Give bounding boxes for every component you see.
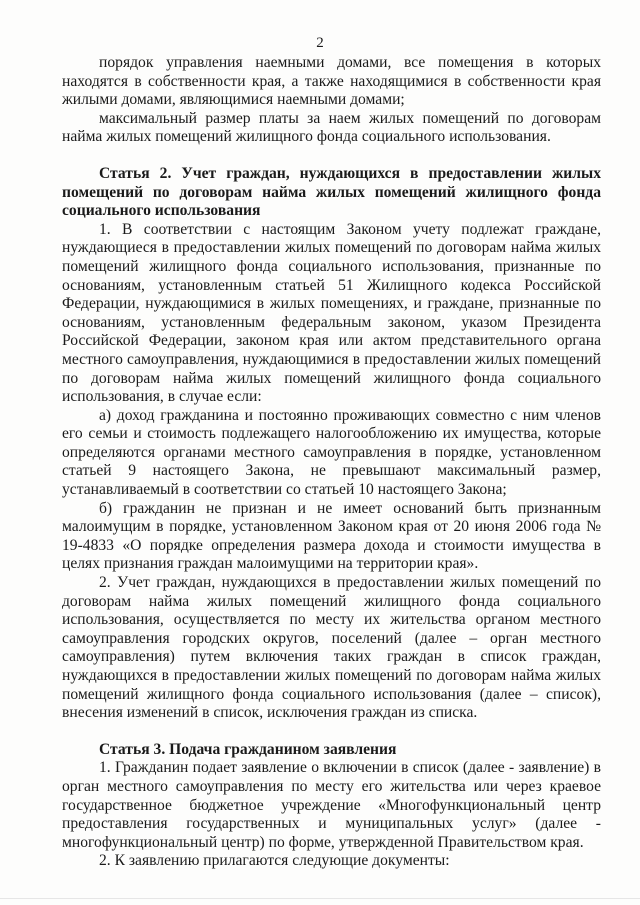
article-2-paragraph-2: 2. Учет граждан, нуждающихся в предоставлении жилых помещений по договорам найма жилых помещений жилищного фонда социального использования, осуществляется по месту их жительства органом местного самоуправления городских округов, поселений (далее – орган местного самоуправления) путем включения таких граждан в список граждан, нуждающихся в предоставлении жилых помещений по договорам найма жилых помещений жилищного фонда социального использования (далее – список), внесения изменений в список, исключения граждан из списка. [62,574,601,722]
intro-paragraph-1: порядок управления наемными домами, все помещения в которых находятся в собственности края, а также находящимися в собственности края жилыми домами, являющимися наемными домами; [62,54,601,109]
article-2-item-b: б) гражданин не признан и не имеет оснований быть признанным малоимущим в порядке, установленном Законом края от 20 июня 2006 года № 19-4833 «О порядке определения размера дохода и стоимости имущества в целях признания граждан малоимущими на территории края». [62,499,601,573]
document-body [62,54,601,871]
article-3-paragraph-2: 2. К заявлению прилагаются следующие документы: [99,852,450,870]
article-2-title: Статья 2. Учет граждан, нуждающихся в предоставлении жилых помещений по договорам найма жилых помещений жилищного фонда социального использования [62,164,601,220]
article-2-item-a: а) доход гражданина и постоянно проживающих совместно с ним членов его семьи и стоимость подлежащего налогообложению их имущества, которые определяются органами местного самоуправления в порядке, установленном статьей 9 настоящего Закона, не превышают максимальный размер, устанавливаемый в соответствии со статьей 10 настоящего Закона; [62,406,601,499]
spacer [62,147,601,165]
article-3-paragraph-1: 1. Гражданин подает заявление о включении в список (далее - заявление) в орган местного самоуправления по месту его жительства или через краевое государственное бюджетное учреждение «Многофункциональный центр предоставления государственных и муниципальных услуг» (далее - многофункциональный центр) по форме, утвержденной Правительством края. [62,759,601,851]
page-bottom-edge [0,898,640,899]
intro-paragraph-2: максимальный размер платы за наем жилых помещений по договорам найма жилых помещений жилищного фонда социального использования. [62,109,601,146]
article-3-title: Статья 3. Подача гражданином заявления [99,740,397,758]
spacer [62,723,601,741]
article-2-paragraph-1: 1. В соответствии с настоящим Законом учету подлежат граждане, нуждающиеся в предоставлении жилых помещений по договорам найма жилых помещений жилищного фонда социального использования, признанные по основаниям, установленным статьей 51 Жилищного кодекса Российской Федерации, нуждающимися в жилых помещениях, и граждане, признанные по основаниям, установленным федеральным законом, указом Президента Российской Федерации, законом края или актом представительного органа местного самоуправления, нуждающимися в предоставлении жилых помещений по договорам найма жилых помещений жилищного фонда социального использования, в случае если: [62,220,601,406]
page-number: 2 [316,35,324,51]
